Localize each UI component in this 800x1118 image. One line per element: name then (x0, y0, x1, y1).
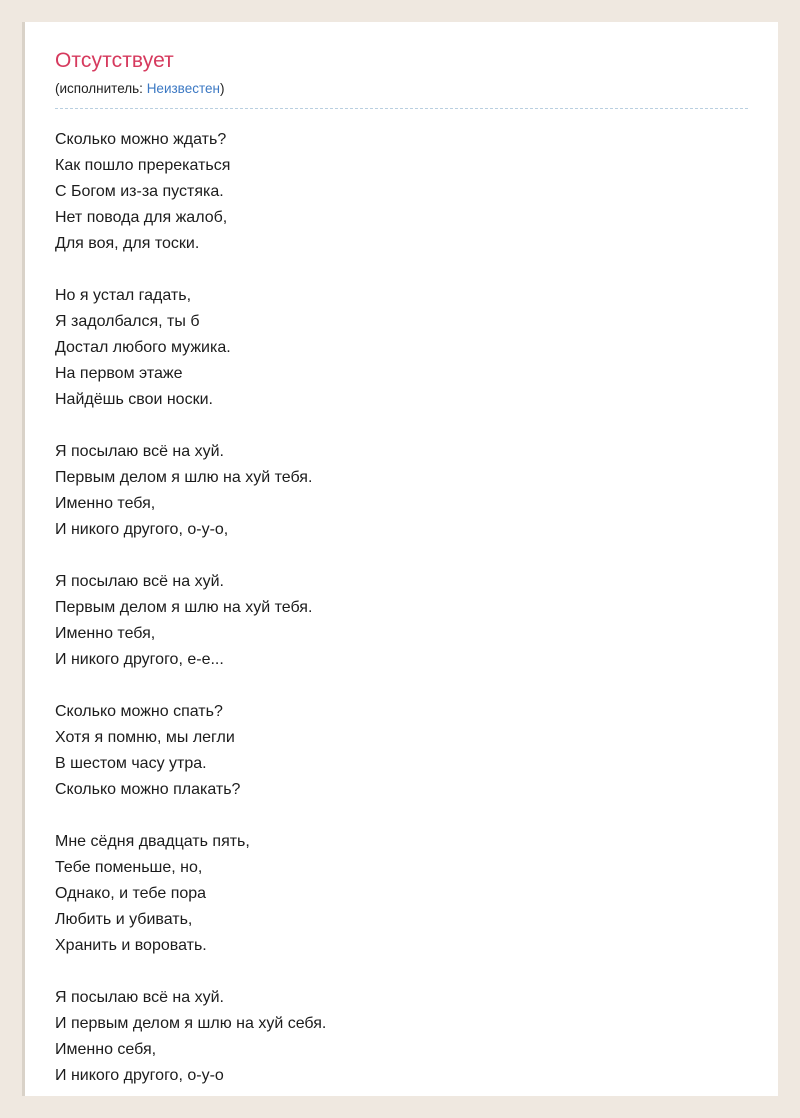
page-content (25, 22, 778, 1089)
lyrics-stanza (55, 699, 748, 803)
lyrics-line: И никого другого, о-у-о, (55, 521, 229, 538)
lyrics-line: Первым делом я шлю на хуй тебя. (55, 599, 313, 616)
lyrics-stanza (55, 985, 748, 1089)
lyrics-line: Найдёшь свои носки. (55, 391, 213, 408)
lyrics-line: Я посылаю всё на хуй. (55, 443, 224, 460)
lyrics-line: И никого другого, е-е... (55, 651, 224, 668)
lyrics-line: Я посылаю всё на хуй. (55, 989, 224, 1006)
lyrics-stanza (55, 439, 748, 543)
header-divider (55, 108, 748, 109)
lyrics-line: Для воя, для тоски. (55, 235, 200, 252)
lyrics-line: Как пошло пререкаться (55, 157, 231, 174)
lyrics-line: Однако, и тебе пора (55, 885, 207, 902)
lyrics-line: Сколько можно спать? (55, 703, 223, 720)
lyrics-line: Нет повода для жалоб, (55, 209, 228, 226)
page-title: Отсутствует (55, 49, 174, 72)
lyrics-line: Сколько можно ждать? (55, 131, 227, 148)
lyrics-line: Сколько можно плакать? (55, 781, 241, 798)
lyrics-line: И никого другого, о-у-о (55, 1067, 224, 1084)
lyrics-line: Достал любого мужика. (55, 339, 231, 356)
lyrics-line: Мне сёдня двадцать пять, (55, 833, 250, 850)
lyrics-line: На первом этаже (55, 365, 183, 382)
lyrics-line: Тебе поменьше, но, (55, 859, 203, 876)
lyrics-line: Именно себя, (55, 1041, 157, 1058)
lyrics-line: И первым делом я шлю на хуй себя. (55, 1015, 327, 1032)
artist-line (55, 80, 748, 98)
lyrics-line: Но я устал гадать, (55, 287, 192, 304)
lyrics-line: Любить и убивать, (55, 911, 193, 928)
lyrics-body (55, 127, 748, 1089)
artist-link[interactable]: Неизвестен (146, 81, 220, 96)
lyrics-line: В шестом часу утра. (55, 755, 207, 772)
lyrics-line: Хотя я помню, мы легли (55, 729, 235, 746)
lyrics-stanza (55, 829, 748, 959)
lyrics-stanza (55, 283, 748, 413)
artist-suffix-label: ) (219, 81, 225, 96)
lyrics-line: Именно тебя, (55, 625, 156, 642)
lyrics-line: Я задолбался, ты б (55, 313, 200, 330)
lyrics-stanza (55, 569, 748, 673)
lyrics-line: Я посылаю всё на хуй. (55, 573, 224, 590)
lyrics-line: Первым делом я шлю на хуй тебя. (55, 469, 313, 486)
document-page (22, 22, 778, 1096)
lyrics-stanza (55, 127, 748, 257)
lyrics-line: Хранить и воровать. (55, 937, 207, 954)
lyrics-line: Именно тебя, (55, 495, 156, 512)
lyrics-line: С Богом из-за пустяка. (55, 183, 224, 200)
artist-prefix-label: (исполнитель: (55, 81, 147, 96)
